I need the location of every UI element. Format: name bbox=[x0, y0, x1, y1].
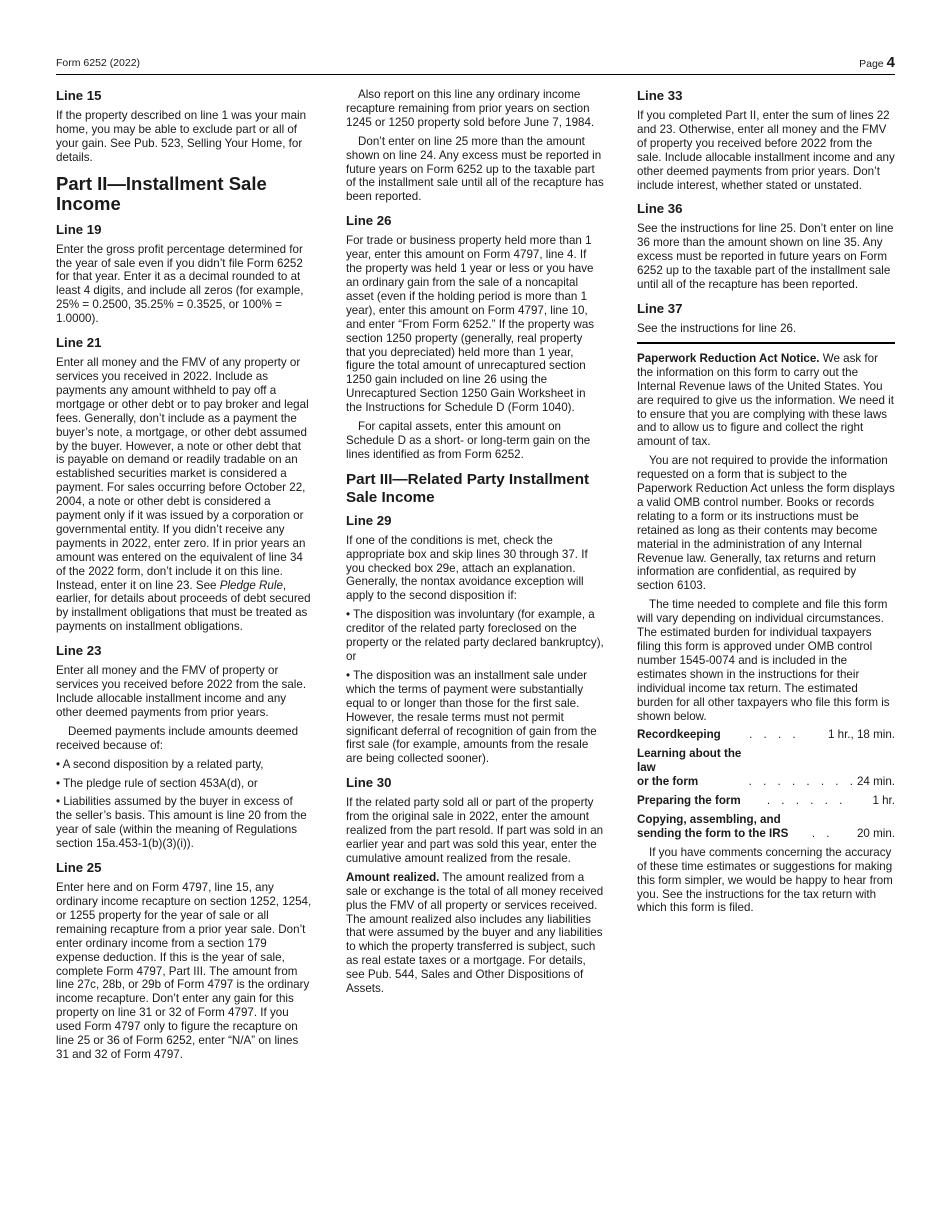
line23-text: Enter all money and the FMV of property or services you received before 2022 from the sale. Include allocable installment income and any other deemed payments from prior years. bbox=[56, 664, 307, 719]
burden-row-preparing bbox=[637, 794, 895, 808]
amount-realized-text bbox=[346, 871, 604, 996]
page-number bbox=[859, 54, 895, 71]
line33-text: If you completed Part II, enter the sum of lines 22 and 23. Otherwise, enter all money and the FMV of property you received before 2022 from the sale. Include allocable installment income and any other deemed payments from prior years. Don’t include interest, whether stated or unstated. bbox=[637, 109, 895, 192]
line37-text: See the instructions for line 26. bbox=[637, 321, 797, 335]
pra-notice-body: We ask for the information on this form to carry out the Internal Revenue laws of the United States. You are required to give us the information. We need it to ensure that you are complying with these laws and to allow us to figure and collect the right amount of tax. bbox=[637, 351, 894, 449]
column-3 bbox=[637, 88, 895, 920]
line26-text-2: For capital assets, enter this amount on Schedule D as a short- or long-term gain on the lines identified as from Form 6252. bbox=[346, 420, 591, 461]
line21-text bbox=[56, 356, 312, 634]
burden-label-line1: Copying, assembling, and bbox=[637, 812, 781, 826]
line21-text-a: Enter all money and the FMV of any property or services you received in 2022. Include as payments any amount withheld to pay off a mortgage or other debt or to pay broker and legal fees. Generally, don’t include as a payment the buyer’s note, a mortgage, or other debt assumed by the buyer. However, a note or other debt that is payable on demand or readily tradable on an established securities market is considered a payment. For sales occurring before October 22, 2004, a note or other debt is considered a payment only if it was issued by a corporation or governmental entity. If you didn’t receive any payments in 2022, enter zero. If in prior years an amount was entered on the equivalent of line 34 of the 2022 form, don’t include it on this line. Instead, enter it on line 23. See bbox=[56, 356, 309, 592]
line15-heading: Line 15 bbox=[56, 88, 102, 103]
part3-title: Part III—Related Party Installment Sale Income bbox=[346, 470, 590, 506]
line37-heading: Line 37 bbox=[637, 300, 683, 316]
line23-bullet-2: • The pledge rule of section 453A(d), or bbox=[56, 776, 258, 790]
line23-heading: Line 23 bbox=[56, 643, 102, 659]
burden-value: 1 hr. bbox=[872, 794, 895, 808]
burden-row-recordkeeping bbox=[637, 728, 895, 742]
burden-label: Recordkeeping bbox=[637, 728, 721, 742]
burden-label-line2: or the form bbox=[637, 775, 699, 789]
pra-text-3: The time needed to complete and file this form will vary depending on individual circumstances. The estimated burden for individual taxpayers filing this form is approved under OMB control number 1545-0074 and is included in the estimates shown in the instructions for their individual income tax return. The estimated burden for all other taxpayers who file this form is shown below. bbox=[637, 598, 890, 723]
column-2 bbox=[346, 88, 604, 1001]
section-divider bbox=[637, 342, 895, 344]
pra-notice-text bbox=[637, 352, 895, 449]
line23-bullet-1: • A second disposition by a related party, bbox=[56, 757, 264, 771]
line30-heading: Line 30 bbox=[346, 775, 392, 791]
page-label: Page bbox=[859, 58, 884, 70]
burden-value: 1 hr., 18 min. bbox=[827, 728, 895, 742]
line25-cont-text-2: Don’t enter on line 25 more than the amount shown on line 24. Any excess must be reported in future years on Form 6252 up to the taxable part of the installment sale until all of the recapture has been reported. bbox=[346, 134, 604, 204]
line29-bullet-1: • The disposition was involuntary (for example, a creditor of the related party foreclosed on the property or the related party declared bankruptcy), or bbox=[346, 608, 604, 663]
burden-label: Preparing the form bbox=[637, 794, 741, 808]
burden-row-learning bbox=[637, 747, 895, 789]
line29-heading: Line 29 bbox=[346, 512, 392, 528]
line25-cont-text-1: Also report on this line any ordinary income recapture remaining from prior years on section 1245 or 1250 property sold before June 7, 1984. bbox=[346, 88, 595, 129]
burden-label-line1: Learning about the law bbox=[637, 747, 742, 775]
line33-heading: Line 33 bbox=[637, 88, 683, 103]
line21-heading: Line 21 bbox=[56, 335, 102, 351]
burden-label bbox=[637, 813, 788, 841]
line29-bullet-2: • The disposition was an installment sale under which the terms of payment were substantially equal to or longer than those for the first sale. However, the resale terms must not permit significant deferral of recognition of gain from the first sale (for example, amounts from the resale are being collected sooner). bbox=[346, 668, 597, 766]
leader-dots: . . . . . . bbox=[766, 794, 847, 808]
line19-text: Enter the gross profit percentage determined for the year of sale even if you didn’t file Form 6252 for that year. Enter it as a decimal rounded to at least 4 digits, and include all zeros (for example, 25% = 0.2500, 35.25% = 0.3525, or 100% = 1.0000). bbox=[56, 242, 304, 326]
burden-label bbox=[637, 747, 749, 789]
column-1 bbox=[56, 88, 312, 1067]
pledge-rule-ref: Pledge Rule bbox=[219, 578, 283, 592]
line25-text: Enter here and on Form 4797, line 15, any ordinary income recapture on section 1252, 1254, or 1255 property for the year of sale or all remaining recapture from a prior year sale. Don’t enter ordinary income from a section 179 expense deduction. If this is the year of sale, complete Form 4797, Part III. The amount from line 27c, 28b, or 29b of Form 4797 is the ordinary income recapture. Don’t enter any gain for this property on line 31 or 32 of Form 4797. If you used Form 4797 only to figure the recapture on line 25 or 36 of Form 6252, enter “N/A” on lines 31 and 32 of Form 4797. bbox=[56, 881, 312, 1061]
amount-realized-body: The amount realized from a sale or exchange is the total of all money received plus the FMV of all property or services received. The amount realized also includes any liabilities that were assumed by the buyer and any liabilities to which the property transferred is subject, such as real estate taxes or a mortgage. For details, see Pub. 544, Sales and Other Dispositions of Assets. bbox=[346, 870, 604, 996]
line36-text: See the instructions for line 25. Don’t enter on line 36 more than the amount shown on line 35. Any excess must be reported in future years on Form 6252 up to the taxable part of the installment sale until all of the recapture has been reported. bbox=[637, 222, 894, 292]
burden-value: 24 min. bbox=[856, 775, 895, 789]
line25-heading: Line 25 bbox=[56, 860, 102, 876]
amount-realized-lead: Amount realized. bbox=[346, 870, 440, 884]
page-header bbox=[56, 54, 895, 75]
line23-deemed-text: Deemed payments include amounts deemed received because of: bbox=[56, 724, 299, 752]
page-number-value: 4 bbox=[886, 54, 895, 71]
burden-row-copying bbox=[637, 813, 895, 841]
line23-bullet-3: • Liabilities assumed by the buyer in excess of the seller’s basis. This amount is line 20 from the year of sale (within the meaning of Regulations section 15a.453-1(b)(3)(i)). bbox=[56, 795, 307, 851]
burden-label-line2: sending the form to the IRS bbox=[637, 826, 789, 840]
form-id: Form 6252 (2022) bbox=[56, 57, 141, 69]
line15-text: If the property described on line 1 was your main home, you may be able to exclude part or all of your gain. See Pub. 523, Selling Your Home, for details. bbox=[56, 109, 307, 164]
line26-text-1: For trade or business property held more than 1 year, enter this amount on Form 4797, line 4. If the property was held 1 year or less or you have an ordinary gain from the sale of a noncapital asset (even if the holding period is more than 1 year), enter this amount on Form 4797, line 10, and enter “From Form 6252.” If the property was section 1250 property (generally, real property that you depreciated) held more than 1 year, figure the total amount of unrecaptured section 1250 gain included on line 26 using the Unrecaptured Section 1250 Gain Worksheet in the Instructions for Schedule D (Form 1040). bbox=[346, 234, 595, 415]
line30-text: If the related party sold all or part of the property from the original sale in 2022, enter the amount realized from the part resold. If part was sold in an earlier year and part was sold this year, enter the cumulative amount realized from the resale. bbox=[346, 796, 604, 865]
line26-heading: Line 26 bbox=[346, 213, 392, 229]
pra-notice-lead: Paperwork Reduction Act Notice. bbox=[637, 351, 820, 365]
pra-comments-text: If you have comments concerning the accuracy of these time estimates or suggestions for making this form simpler, we would be happy to hear from you. See the instructions for the tax return with which this form is filed. bbox=[637, 845, 893, 915]
burden-value: 20 min. bbox=[856, 826, 895, 840]
line19-heading: Line 19 bbox=[56, 221, 102, 237]
part2-title: Part II—Installment Sale Income bbox=[56, 172, 267, 214]
line21-text-b: , earlier, for details about proceeds of debt secured by installment obligations that must be treated as payments on installment obligations. bbox=[56, 578, 311, 634]
pra-text-2: You are not required to provide the information requested on a form that is subject to the Paperwork Reduction Act unless the form displays a valid OMB control number. Books or records relating to a form or its instructions must be retained as long as their contents may become material in the administration of any Internal Revenue law. Generally, tax returns and return information are confidential, as required by section 6103. bbox=[637, 454, 895, 593]
line36-heading: Line 36 bbox=[637, 201, 683, 217]
line29-text: If one of the conditions is met, check the appropriate box and skip lines 30 through 37. If you checked box 29e, attach an explanation. Generally, the nontax avoidance exception will apply to the second disposition if: bbox=[346, 533, 588, 603]
leader-dots: . . . . . . . . bbox=[748, 775, 857, 789]
leader-dots: . . bbox=[811, 826, 834, 840]
leader-dots: . . . . bbox=[749, 728, 800, 742]
